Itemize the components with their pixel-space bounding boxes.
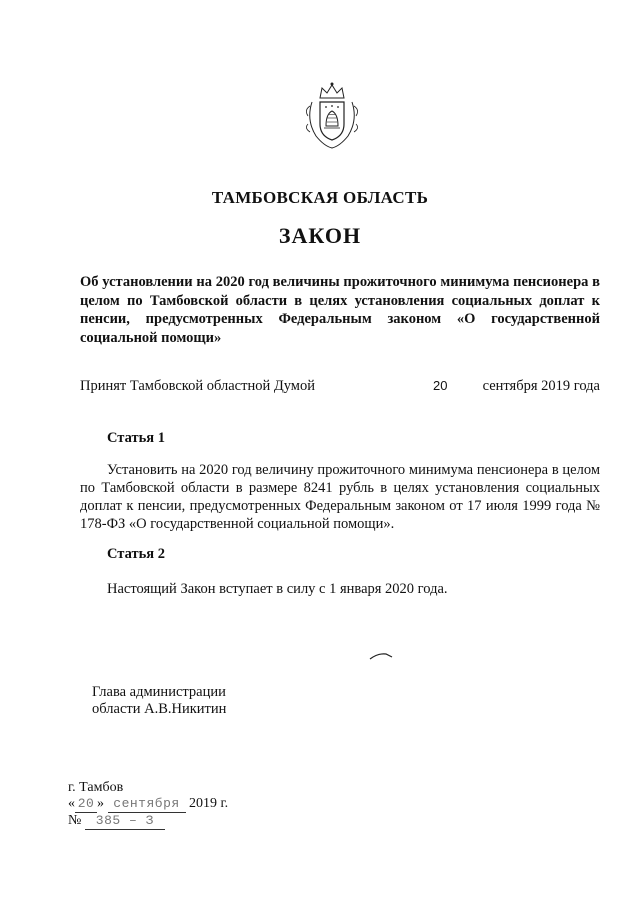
tambov-coat-of-arms-icon (302, 80, 362, 150)
signing-date (68, 796, 228, 813)
law-number-line (68, 813, 165, 830)
date-open-quote: « (68, 796, 75, 811)
number-sign: № (68, 813, 82, 828)
adopted-by: Принят Тамбовской областной Думой (80, 378, 315, 394)
signatory-position: Глава администрации (92, 684, 226, 700)
date-day-value: 20 (77, 796, 95, 811)
date-year: 2019 г. (189, 796, 229, 811)
date-month-value: сентября (113, 796, 180, 811)
signature-block (92, 684, 226, 718)
law-number-value: 385 – З (95, 813, 154, 828)
article-1-heading: Статья 1 (107, 430, 165, 446)
adoption-line (80, 378, 600, 398)
article-2-text: Настоящий Закон вступает в силу с 1 января 2020 года. (107, 581, 448, 597)
place-of-signing: г. Тамбов (68, 780, 124, 795)
law-title: Об установлении на 2020 год величины прожиточного минимума пенсионера в целом по Тамбовской области в целях установления социальных доплат к пенсии, предусмотренных Федеральным законом «О государственной социальной помощи» (80, 274, 600, 346)
law-number-field (85, 813, 165, 830)
region-name: ТАМБОВСКАЯ ОБЛАСТЬ (211, 188, 429, 207)
signatory-name: области А.В.Никитин (92, 701, 227, 717)
date-close-quote: » (97, 796, 104, 811)
document-type: ЗАКОН (278, 223, 362, 248)
date-day-field (75, 796, 97, 813)
article-2-heading: Статья 2 (107, 546, 165, 562)
adoption-day: 20 (433, 378, 448, 393)
adoption-date: сентября 2019 года (482, 378, 600, 394)
signature-stroke-icon (368, 650, 394, 662)
article-1-text: Установить на 2020 год величину прожиточного минимума пенсионера в целом по Тамбовской области в размере 8241 рубль в целях установления социальных доплат к пенсии, предусмотренных Федеральным законом от 17 июля 1999 года № 178-ФЗ «О государственной социальной помощи». (80, 462, 600, 532)
date-month-field (108, 796, 186, 813)
